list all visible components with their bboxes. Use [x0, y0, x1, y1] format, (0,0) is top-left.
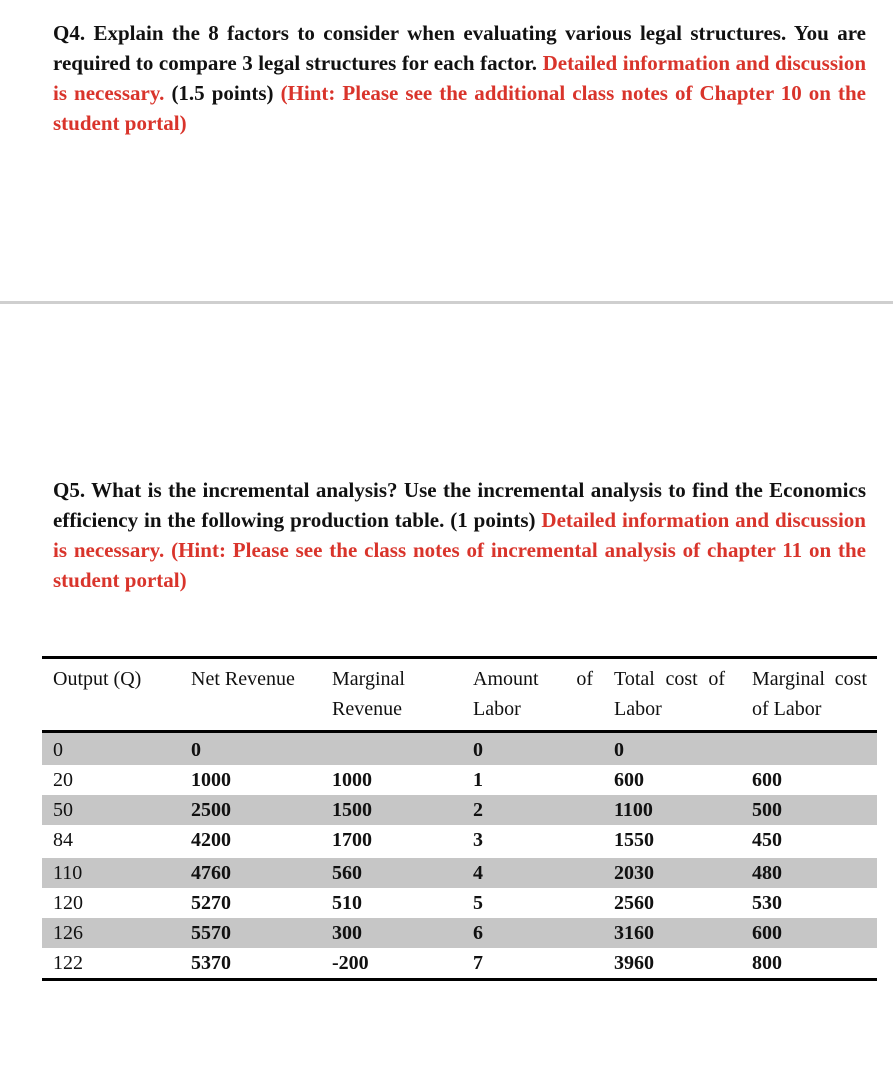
- production-table: [42, 656, 877, 981]
- cell-amount-of-labor: 2: [462, 795, 603, 825]
- cell-marginal-revenue: 300: [321, 918, 462, 948]
- q4-text: Q4. Explain the 8 factors to consider when evaluating various legal structures. You are required to compare 3 legal structures for each factor.: [53, 21, 866, 75]
- cell-marginal-cost: 600: [735, 918, 877, 948]
- table-row: [42, 732, 877, 766]
- question-5: [53, 475, 866, 595]
- cell-total-cost: 1100: [603, 795, 735, 825]
- cell-output: 122: [42, 948, 180, 980]
- cell-marginal-revenue: 1000: [332, 769, 372, 791]
- cell-total-cost: 0: [603, 732, 735, 766]
- table-row: [42, 857, 877, 889]
- cell-total-cost: 3960: [603, 948, 735, 980]
- cell-amount-of-labor: 7: [462, 948, 603, 980]
- cell-output: 126: [42, 918, 180, 948]
- cell-total-cost: 2560: [614, 892, 654, 914]
- cell-output: 50: [42, 795, 180, 825]
- question-4: [53, 18, 866, 138]
- cell-marginal-cost: 530: [752, 892, 782, 914]
- cell-net-revenue: 0: [180, 732, 321, 766]
- cell-marginal-revenue: -200: [321, 948, 462, 980]
- section-divider: [0, 301, 893, 304]
- cell-amount-of-labor: 5: [473, 892, 483, 914]
- cell-marginal-revenue: 510: [332, 892, 362, 914]
- cell-output: 110: [42, 857, 180, 889]
- cell-marginal-cost: 500: [735, 795, 877, 825]
- q4-hint: (Hint: Please see the additional class notes of Chapter 10 on the student portal): [53, 81, 866, 135]
- table-row: [42, 825, 877, 857]
- cell-total-cost: 1550: [614, 829, 654, 851]
- cell-amount-of-labor: 0: [462, 732, 603, 766]
- cell-marginal-cost: [735, 732, 877, 766]
- cell-net-revenue: 4200: [191, 829, 231, 851]
- cell-output: 120: [53, 892, 83, 914]
- cell-marginal-cost: 600: [752, 769, 782, 791]
- cell-amount-of-labor: 6: [462, 918, 603, 948]
- header-total-cost-of-labor: Total cost of Labor: [603, 658, 735, 732]
- q5-text: Q5. What is the incremental analysis? Use the incremental analysis to find the Economics efficiency in the following production table. (1 points): [53, 478, 866, 532]
- cell-marginal-cost: 800: [735, 948, 877, 980]
- cell-total-cost: 3160: [603, 918, 735, 948]
- cell-net-revenue: 5270: [191, 892, 231, 914]
- cell-output: 84: [53, 829, 73, 851]
- cell-net-revenue: 4760: [180, 857, 321, 889]
- q4-detail-note: Detailed information and discussion is necessary.: [53, 51, 867, 105]
- cell-amount-of-labor: 3: [473, 829, 483, 851]
- cell-net-revenue: 5570: [180, 918, 321, 948]
- cell-total-cost: 2030: [603, 857, 735, 889]
- cell-total-cost: 600: [614, 769, 644, 791]
- header-marginal-revenue: Marginal Revenue: [321, 658, 462, 732]
- cell-net-revenue: 1000: [191, 769, 231, 791]
- table-row: [42, 765, 877, 795]
- cell-marginal-cost: 450: [752, 829, 782, 851]
- cell-marginal-cost: 480: [735, 857, 877, 889]
- table-row: [42, 948, 877, 980]
- header-amount-of-labor: Amount of Labor: [462, 658, 603, 732]
- cell-output: 0: [42, 732, 180, 766]
- cell-marginal-revenue: 560: [321, 857, 462, 889]
- cell-net-revenue: 2500: [180, 795, 321, 825]
- header-marginal-cost-of-labor: Marginal cost of Labor: [735, 658, 877, 732]
- table-header-row: [42, 658, 877, 732]
- cell-marginal-revenue: [321, 732, 462, 766]
- cell-net-revenue: 5370: [180, 948, 321, 980]
- q5-detail-hint: Detailed information and discussion is necessary. (Hint: Please see the class notes of incremental analysis of chapter 11 on the student portal): [53, 508, 866, 592]
- header-output: Output (Q): [42, 658, 180, 732]
- q4-points: (1.5 points): [171, 81, 274, 105]
- cell-amount-of-labor: 1: [473, 769, 483, 791]
- header-net-revenue: Net Revenue: [180, 658, 321, 732]
- cell-output: 20: [53, 769, 73, 791]
- cell-marginal-revenue: 1500: [321, 795, 462, 825]
- cell-marginal-revenue: 1700: [332, 829, 372, 851]
- table-row: [42, 918, 877, 948]
- table-row: [42, 795, 877, 825]
- table-row: [42, 888, 877, 918]
- cell-amount-of-labor: 4: [462, 857, 603, 889]
